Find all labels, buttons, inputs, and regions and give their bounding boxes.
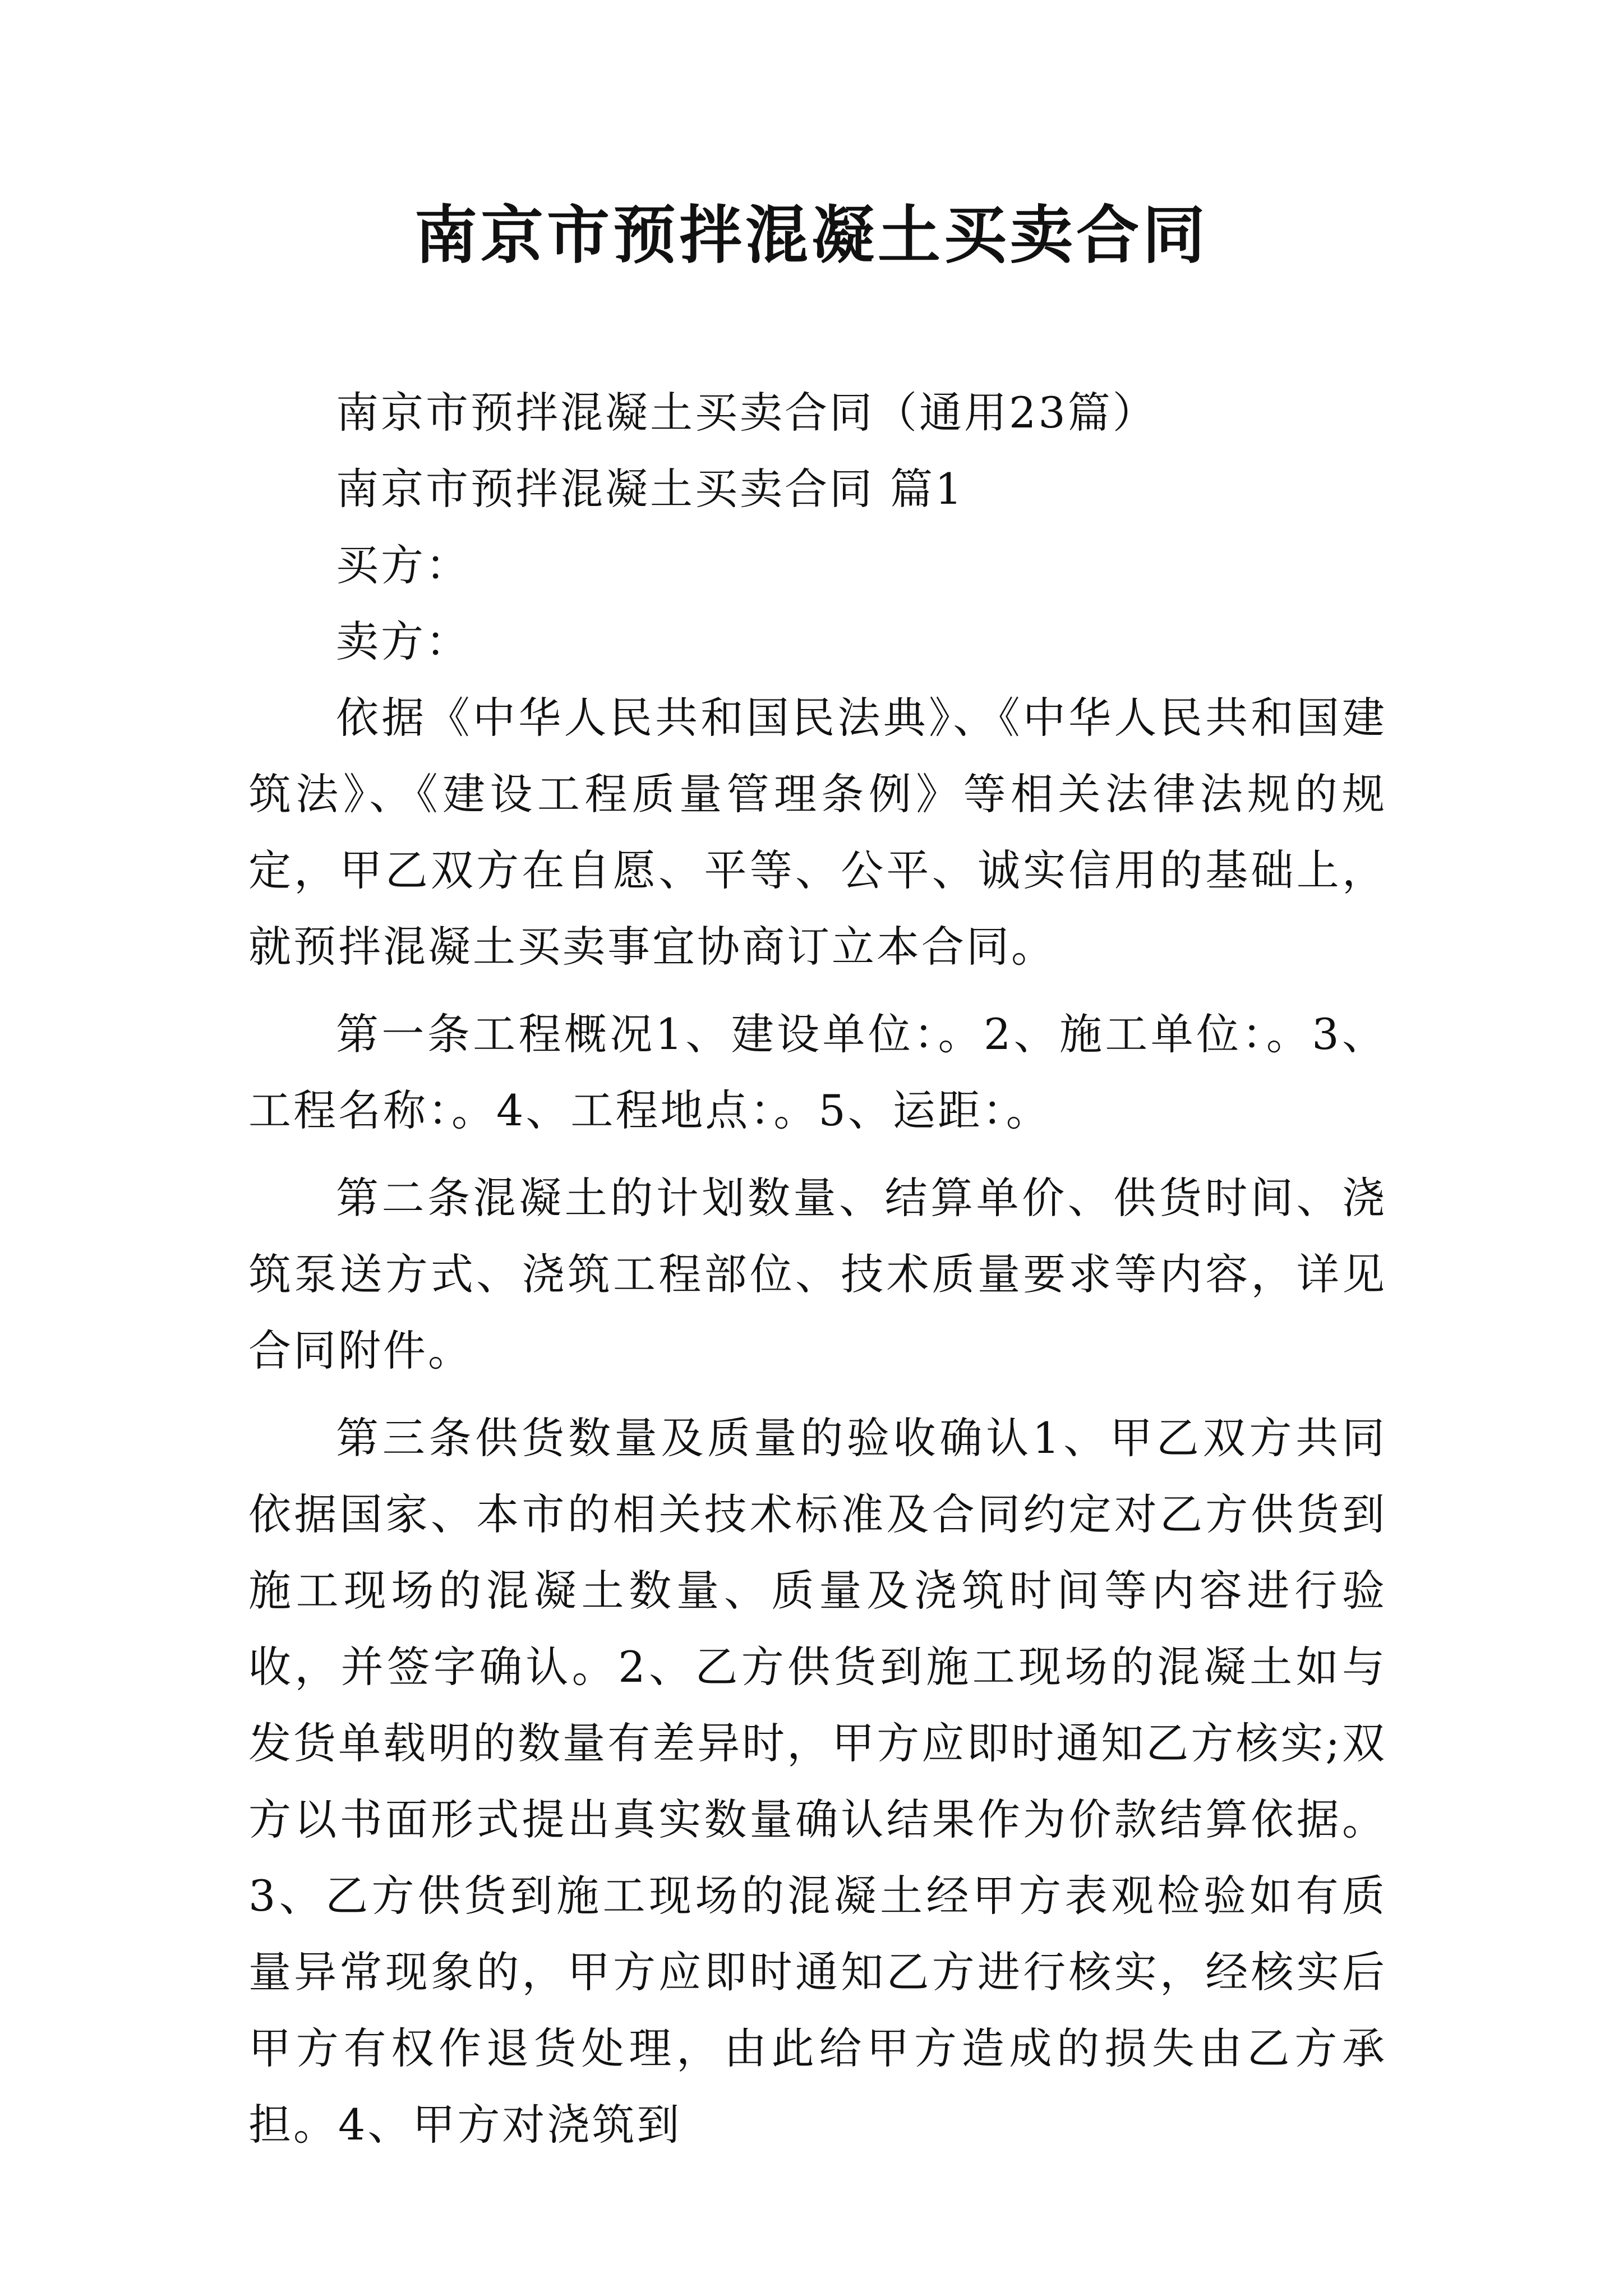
section-heading: 南京市预拌混凝土买卖合同 篇1	[336, 464, 965, 514]
article-3-paragraph: 第三条供货数量及质量的验收确认1、甲乙双方共同依据国家、本市的相关技术标准及合同约定对乙方供货到施工现场的混凝土数量、质量及浇筑时间等内容进行验收，并签字确认。2、乙方供货到施工现场的混凝土如与发货单载明的数量有差异时，甲方应即时通知乙方核实;双方以书面形式提出真实数量确认结果作为价款结算依据。3、乙方供货到施工现场的混凝土经甲方表观检验如有质量异常现象的，甲方应即时通知乙方进行核实，经核实后甲方有权作退货处理，由此给甲方造成的损失由乙方承担。4、甲方对浇筑到	[248, 1413, 1387, 2150]
subtitle-paragraph: 南京市预拌混凝土买卖合同（通用23篇）	[336, 388, 1158, 438]
document-body	[248, 375, 1387, 2163]
article-1-paragraph: 第一条工程概况1、建设单位：。2、施工单位：。3、工程名称：。4、工程地点：。5、运距：。	[248, 1009, 1387, 1135]
seller-line: 卖方：	[336, 616, 471, 666]
document-title: 南京市预拌混凝土买卖合同	[414, 199, 1209, 272]
buyer-line: 买方：	[336, 540, 471, 590]
article-2-paragraph: 第二条混凝土的计划数量、结算单价、供货时间、浇筑泵送方式、浇筑工程部位、技术质量要求等内容，详见合同附件。	[248, 1173, 1387, 1375]
preamble-paragraph: 依据《中华人民共和国民法典》、《中华人民共和国建筑法》、《建设工程质量管理条例》等相关法律法规的规定，甲乙双方在自愿、平等、公平、诚实信用的基础上，就预拌混凝土买卖事宜协商订立本合同。	[248, 693, 1387, 972]
